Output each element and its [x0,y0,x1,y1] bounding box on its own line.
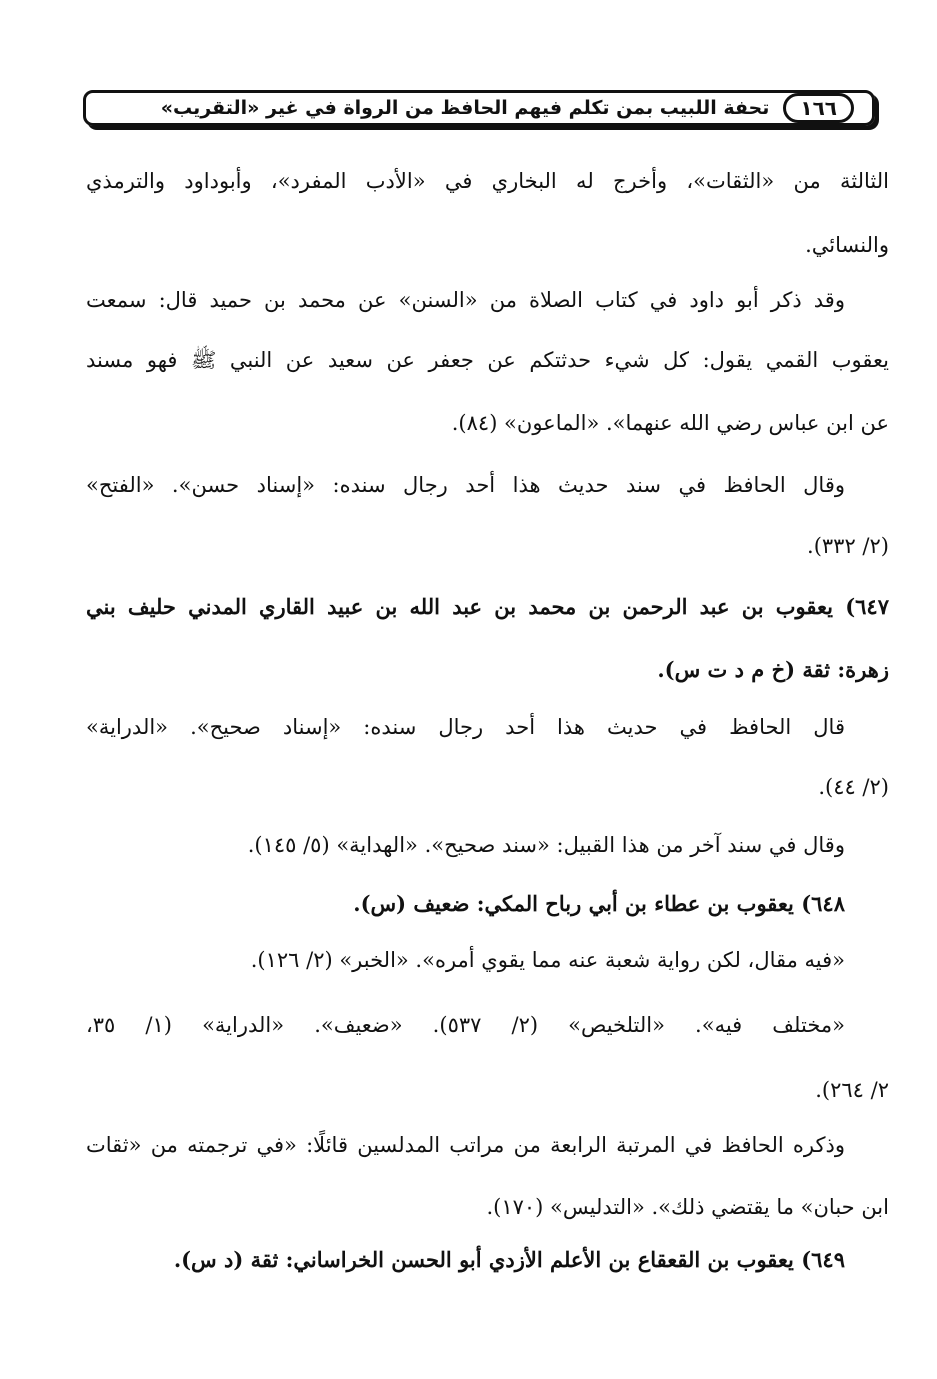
text-line: ابن حبان» ما يقتضي ذلك». «التدليس» (١٧٠). [486,1195,889,1219]
entry-heading: ٦٤٧) يعقوب بن عبد الرحمن بن محمد بن عبد الله بن عبيد القاري المدني حليف بني [86,594,889,619]
text-line: وقد ذكر أبو داود في كتاب الصلاة من «السنن» عن محمد بن حميد قال: سمعت [86,288,845,312]
text-line: قال الحافظ في حديث هذا أحد رجال سنده: «إسناد صحيح». «الدراية» [86,715,845,739]
text-line: عن ابن عباس رضي الله عنهما». «الماعون» (٨٤). [451,411,889,435]
text-line: الثالثة من «الثقات»، وأخرج له البخاري في «الأدب المفرد»، وأبوداود والترمذي [86,169,889,193]
entry-heading: زهرة: ثقة (خ م د ت س). [657,657,889,682]
text-line: (٢/ ٣٣٢). [807,534,889,558]
entry-heading: ٦٤٩) يعقوب بن القعقاع بن الأعلم الأزدي أبو الحسن الخراساني: ثقة (د س). [173,1247,845,1272]
running-header [83,90,875,126]
text-line: (٢/ ٤٤). [818,775,889,799]
text-line: وقال الحافظ في سند حديث هذا أحد رجال سنده: «إسناد حسن». «الفتح» [86,473,845,497]
text-line: «فيه مقال، لكن رواية شعبة عنه مما يقوي أمره». «الخبر» (٢/ ١٢٦). [250,948,845,972]
text-line: ٢/ ٢٦٤). [815,1078,889,1102]
text-line: يعقوب القمي يقول: كل شيء حدثتكم عن جعفر عن سعيد عن النبي ﷺ فهو مسند [86,348,889,372]
text-line: والنسائي. [805,233,889,257]
running-title: تحفة اللبيب بمن تكلم فيهم الحافظ من الرواة في غير «التقريب» [160,97,770,119]
page-number: ١٦٦ [783,93,854,123]
text-line: وقال في سند آخر من هذا القبيل: «سند صحيح». «الهداية» (٥/ ١٤٥). [247,833,845,857]
entry-heading: ٦٤٨) يعقوب بن عطاء بن أبي رباح المكي: ضعيف (س). [353,891,845,916]
text-line: وذكره الحافظ في المرتبة الرابعة من مراتب المدلسين قائلًا: «في ترجمته من «ثقات [86,1133,845,1157]
text-line: «مختلف فيه». «التلخيص» (٢/ ٥٣٧). «ضعيف». «الدراية» (١/ ٣٥، [86,1013,845,1037]
